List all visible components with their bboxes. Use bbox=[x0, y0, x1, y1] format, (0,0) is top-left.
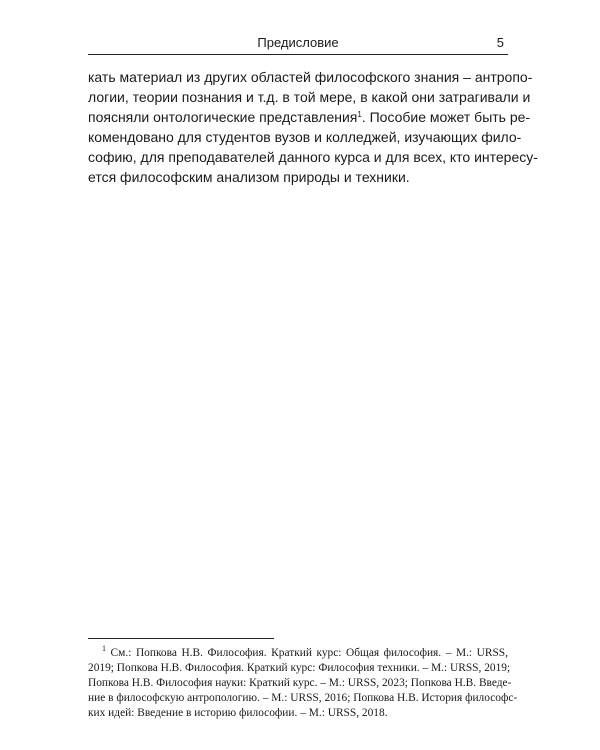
running-head bbox=[88, 34, 508, 55]
body-line-3-start: поясняли онтологические представления bbox=[88, 109, 358, 125]
footnote-marker: 1 bbox=[102, 644, 106, 653]
body-line-3-end: . Пособие может быть ре- bbox=[361, 109, 531, 125]
chapter-title: Предисловие bbox=[257, 35, 339, 50]
body-line-3 bbox=[88, 107, 531, 127]
page-number: 5 bbox=[496, 35, 504, 50]
footnote-line-2: 2019; Попкова Н.В. Философия. Краткий курс: Философия техники. – М.: URSS, 2019; bbox=[88, 662, 511, 674]
footnote bbox=[88, 644, 518, 721]
body-paragraph bbox=[88, 67, 538, 187]
footnote-line-1 bbox=[88, 646, 508, 661]
footnote-line-3: Попкова Н.В. Философия науки: Краткий курс. – М.: URSS, 2023; Попкова Н.В. Введе- bbox=[88, 677, 512, 689]
body-line-6: ется философским анализом природы и техники. bbox=[88, 169, 410, 185]
footnote-line-1-text: См.: Попкова Н.В. Философия. Краткий курс: Общая философия. – М.: URSS, bbox=[106, 647, 508, 659]
body-line-2: логии, теории познания и т.д. в той мере, в какой они затрагивали и bbox=[88, 89, 531, 105]
footnote-rule bbox=[88, 638, 274, 639]
footnote-line-4: ние в философскую антропологию. – М.: URSS, 2016; Попкова Н.В. История философс- bbox=[88, 692, 518, 704]
body-line-1: кать материал из других областей философского знания – антропо- bbox=[88, 69, 533, 85]
body-line-4: комендовано для студентов вузов и колледжей, изучающих фило- bbox=[88, 129, 522, 145]
footnote-line-5: ких идей: Введение в историю философии. – М.: URSS, 2018. bbox=[88, 707, 388, 719]
footnote-reference[interactable]: 1 bbox=[357, 110, 362, 119]
body-line-5: софию, для преподавателей данного курса и для всех, кто интересу- bbox=[88, 149, 538, 165]
